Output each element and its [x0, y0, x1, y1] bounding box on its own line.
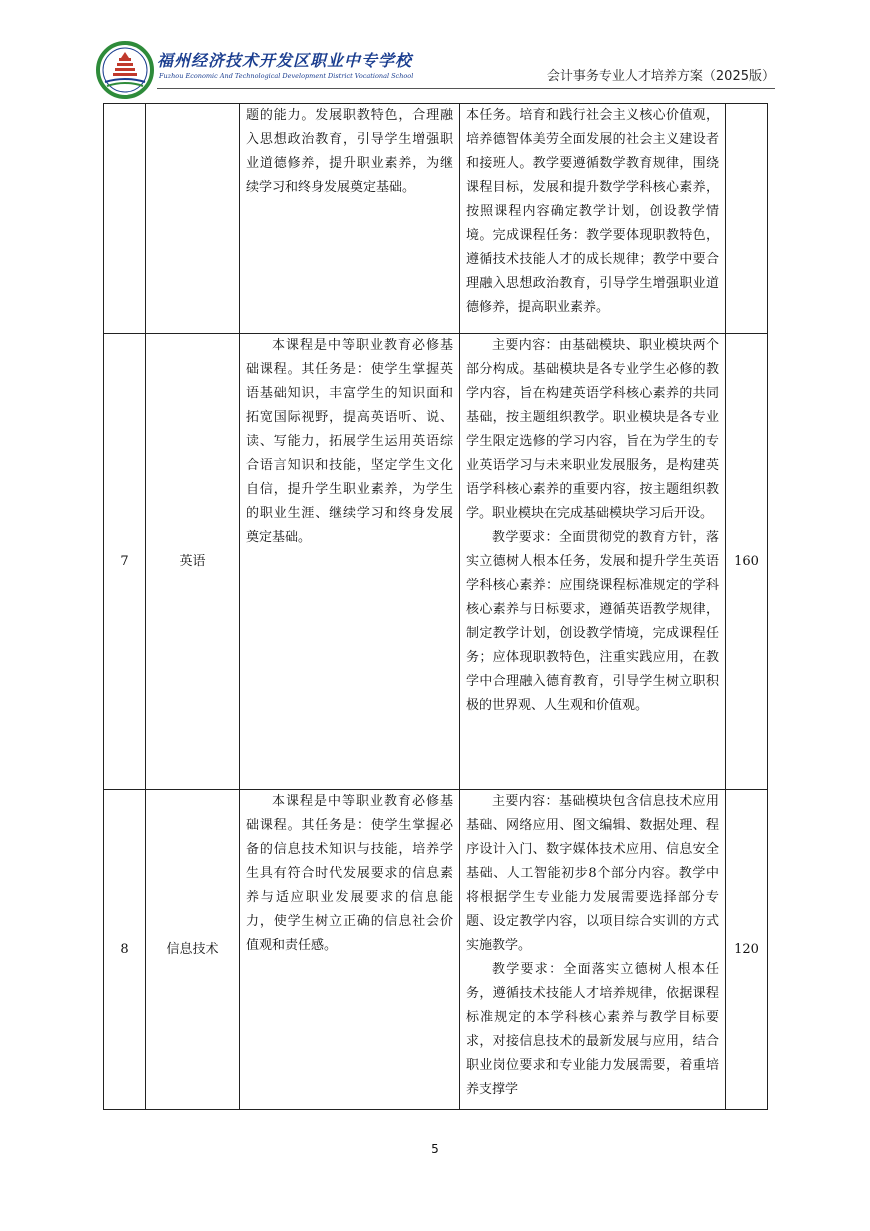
course-name: [146, 104, 240, 334]
school-name-en: Fuzhou Economic And Technological Development District Vocational School: [159, 72, 414, 80]
course-task: [240, 334, 460, 790]
table-row: [104, 104, 768, 334]
header-divider: [157, 88, 775, 89]
course-hours: 120: [726, 790, 768, 1110]
course-content-paragraph: 主要内容：由基础模块、职业模块两个部分构成。基础模块是各专业学生必修的教学内容，旨在构建英语学科核心素养的共同基础，按主题组织教学。职业模块是各专业学生限定选修的学习内容，旨在为学生的专业英语学习与未来职业发展服务，是构建英语学科核心素养的重要内容，按主题组织教学。职业模块在完成基础模块学习后开设。: [466, 338, 719, 521]
curriculum-table-body: [104, 104, 768, 1110]
course-task-paragraph: 本课程是中等职业教育必修基础课程。其任务是：使学生掌握必备的信息技术知识与技能，培养学生具有符合时代发展要求的信息素养与适应职业发展要求的信息能力，使学生树立正确的信息社会价值观和责任感。: [246, 794, 453, 953]
course-number: 7: [104, 334, 146, 790]
course-name: 英语: [146, 334, 240, 790]
course-number: [104, 104, 146, 334]
course-content-paragraph: 主要内容：基础模块包含信息技术应用基础、网络应用、图文编辑、数据处理、程序设计入门、数字媒体技术应用、信息安全基础、人工智能初步8个部分内容。教学中将根据学生专业能力发展需要选择部分专题、设定教学内容，以项目综合实训的方式实施教学。: [466, 794, 719, 953]
course-content-paragraph: 教学要求：全面贯彻党的教育方针，落实立德树人根本任务，发展和提升学生英语学科核心素养：应围绕课程标准规定的学科核心素养与日标要求，遵循英语教学规律，制定教学计划，创设教学情境，完成课程任务；应体现职教特色，注重实践应用，在教学中合理融入德育教育，引导学生树立职积极的世界观、人生观和价值观。: [466, 530, 719, 713]
course-task-paragraph: 本课程是中等职业教育必修基础课程。其任务是：使学生掌握英语基础知识，丰富学生的知识面和拓宽国际视野，提高英语听、说、读、写能力，拓展学生运用英语综合语言知识和技能，坚定学生文化自信，提升学生职业素养，为学生的职业生涯、继续学习和终身发展奠定基础。: [246, 338, 453, 545]
table-row: [104, 790, 768, 1110]
document-title: 会计事务专业人才培养方案（2025版）: [546, 69, 775, 84]
course-task: [240, 790, 460, 1110]
curriculum-table: [103, 103, 768, 1110]
course-hours: [726, 104, 768, 334]
table-row: [104, 334, 768, 790]
school-name-cn: 福州经济技术开发区职业中专学校: [157, 51, 413, 70]
course-hours: 160: [726, 334, 768, 790]
school-logo-icon: [95, 40, 155, 100]
course-content: [460, 790, 726, 1110]
course-name: 信息技术: [146, 790, 240, 1110]
page-header: [95, 40, 775, 100]
course-content-paragraph: 本任务。培育和践行社会主义核心价值观，培养德智体美劳全面发展的社会主义建设者和接班人。教学要遵循数学教育规律，围绕课程目标，发展和提升数学学科核心素养，按照课程内容确定教学计划，创设教学情境。完成课程任务：教学要体现职教特色，遵循技术技能人才的成长规律；教学中要合理融入思想政治教育，引导学生增强职业道德修养，提高职业素养。: [466, 108, 719, 315]
course-content: [460, 334, 726, 790]
course-content: [460, 104, 726, 334]
course-content-paragraph: 教学要求：全面落实立德树人根本任务，遵循技术技能人才培养规律，依据课程标准规定的本学科核心素养与教学目标要求，对接信息技术的最新发展与应用，结合职业岗位要求和专业能力发展需要，着重培养支撑学: [466, 962, 719, 1097]
page-number: 5: [431, 1142, 439, 1156]
course-number: 8: [104, 790, 146, 1110]
course-task-paragraph: 题的能力。发展职教特色，合理融入思想政治教育，引导学生增强职业道德修养，提升职业素养，为继续学习和终身发展奠定基础。: [246, 108, 453, 195]
course-task: [240, 104, 460, 334]
